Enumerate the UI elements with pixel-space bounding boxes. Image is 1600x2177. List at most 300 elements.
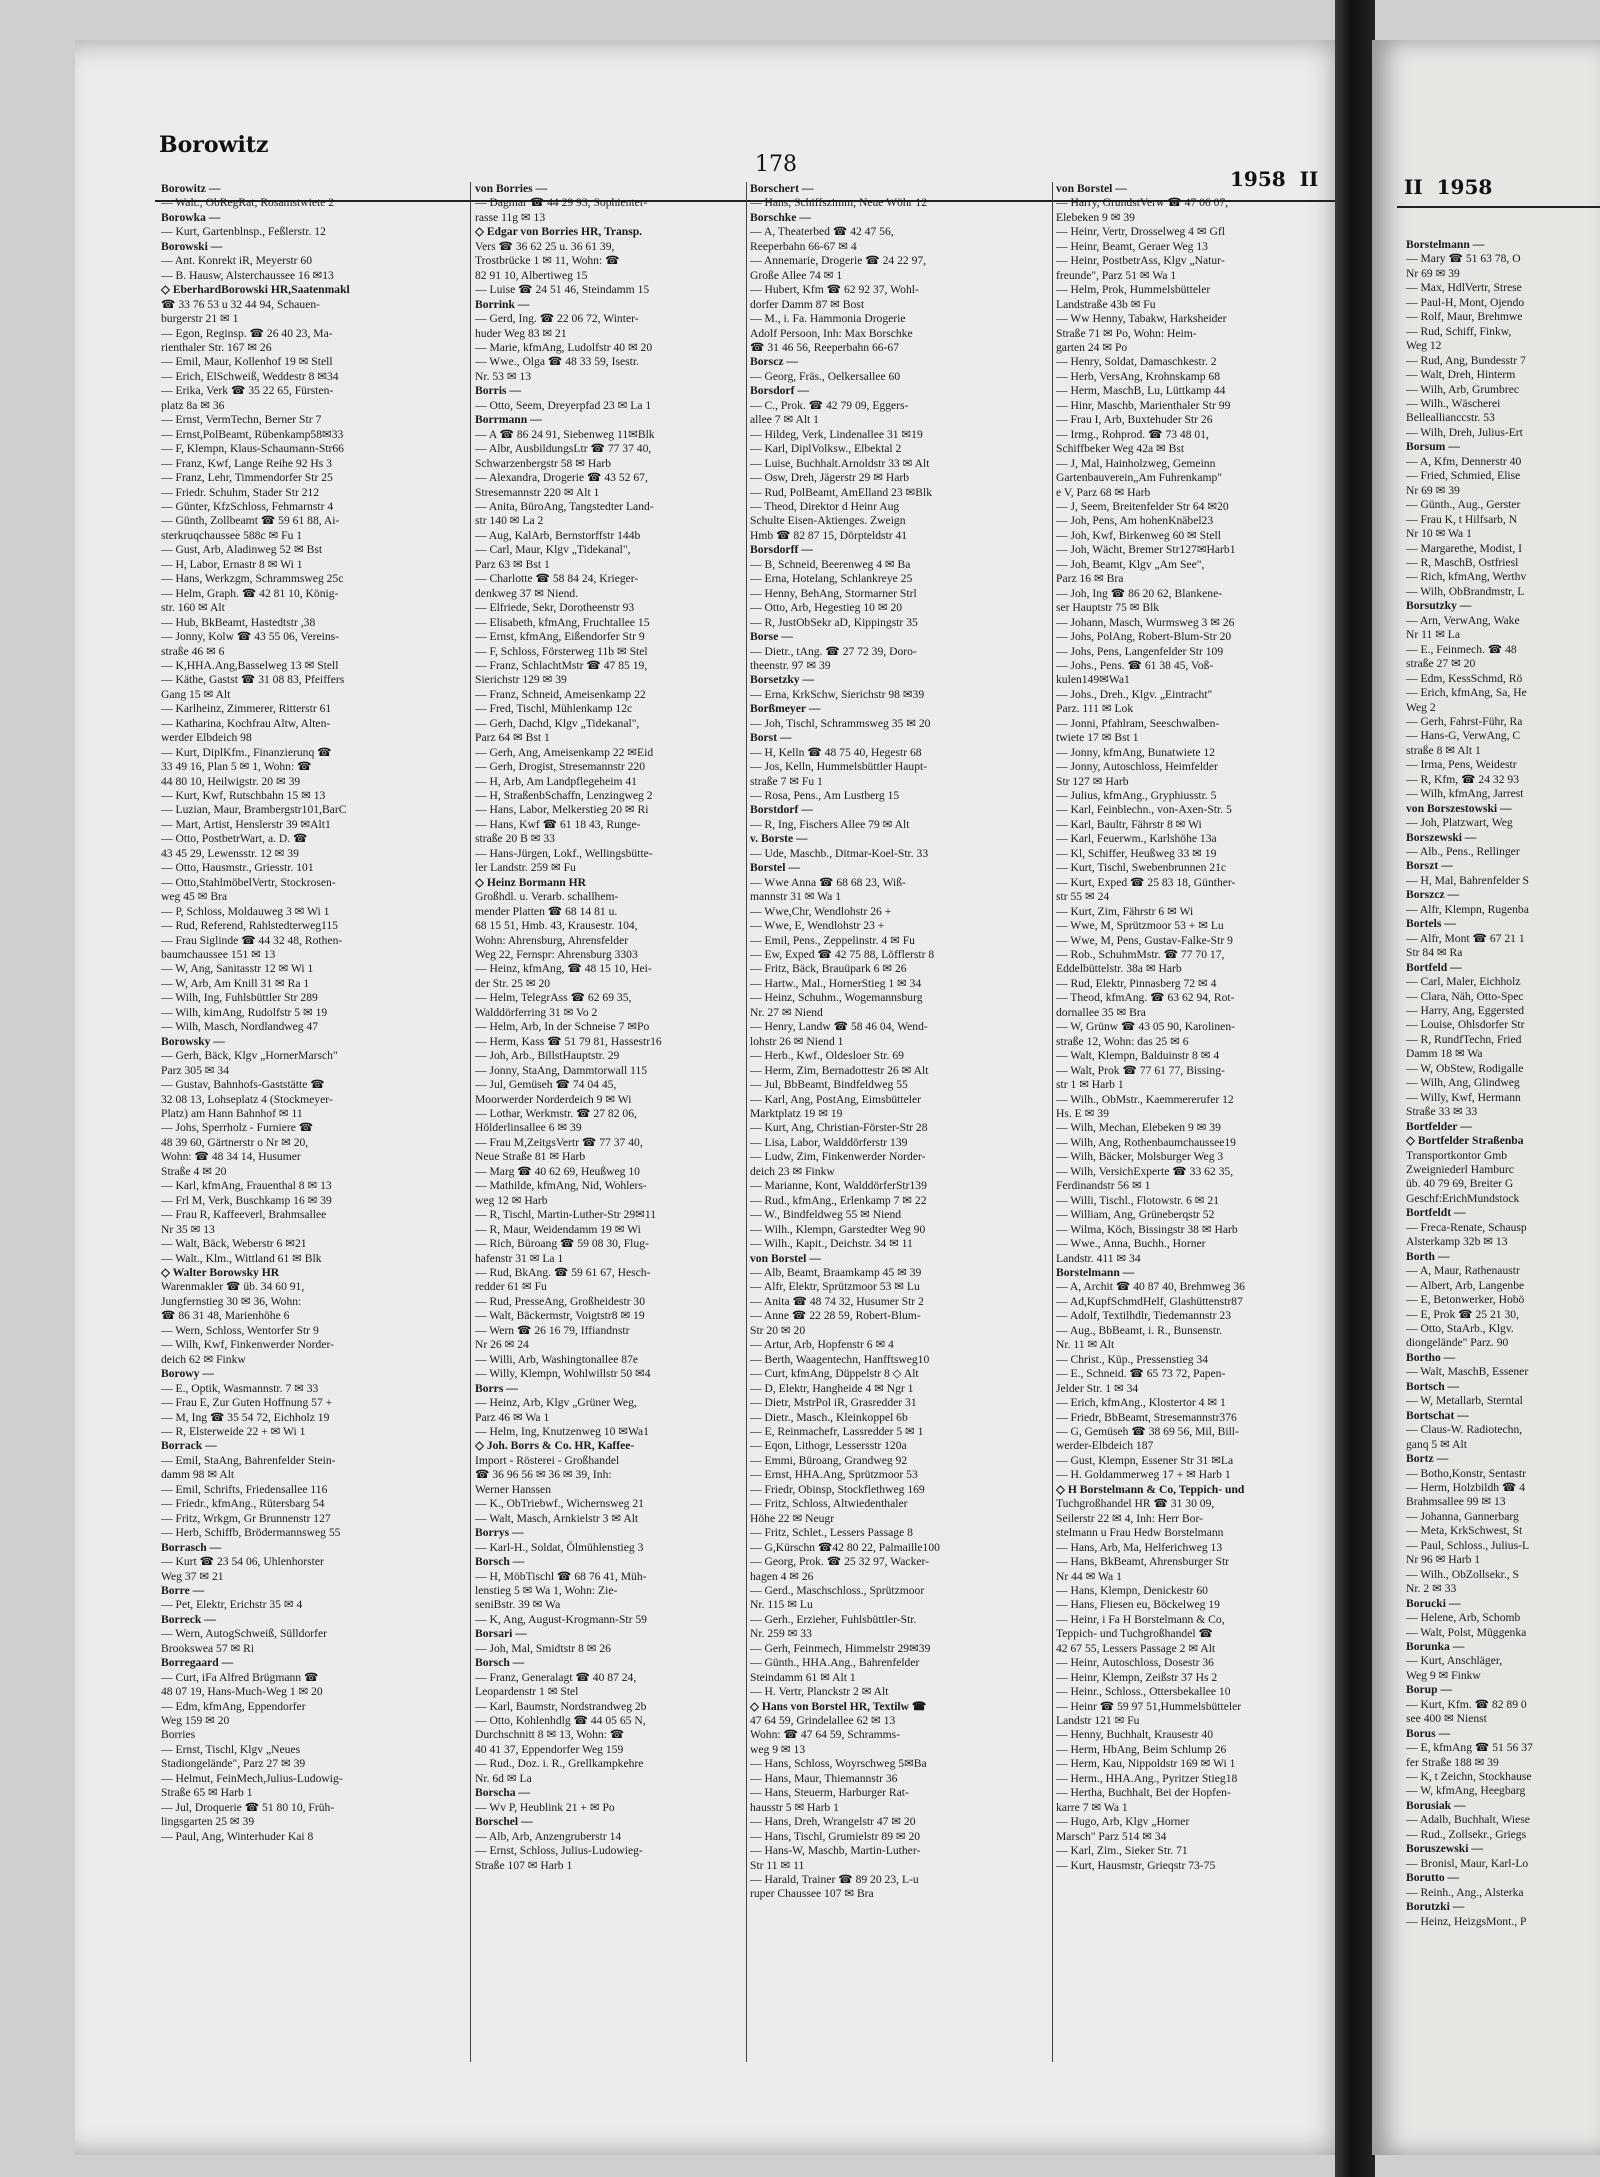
directory-entry-line: 44 80 10, Heilwigstr. 20 ✉ 39 — [161, 774, 301, 788]
directory-entry-line: — Walt, Bäckermstr, Voigtstr8 ✉ 19 — [475, 1309, 645, 1323]
directory-entry-line: Warenmakler ☎ üb. 34 60 91, — [161, 1280, 305, 1294]
surname-heading: Bortfelder — — [1406, 1119, 1472, 1133]
directory-entry-line: Neue Straße 81 ✉ Harb — [475, 1150, 586, 1164]
directory-entry-line: — Wilh, Bäcker, Molsburger Weg 3 — [1056, 1150, 1224, 1164]
directory-entry-line: — Hans, Fliesen eu, Böckelweg 19 — [1056, 1598, 1220, 1612]
directory-entry-line: — Kurt, Gartenblnsp., Feßlerstr. 12 — [161, 225, 326, 239]
surname-heading: von Borstel — — [750, 1251, 821, 1265]
directory-entry-line: Parz 16 ✉ Bra — [1056, 572, 1124, 586]
surname-heading: Borutto — — [1406, 1871, 1460, 1885]
directory-entry-line: — A, Kfm, Dennerstr 40 — [1406, 454, 1522, 468]
directory-entry-line: — Alexandra, Drogerie ☎ 43 52 67, — [475, 471, 648, 485]
directory-entry-line: allee 7 ✉ Alt 1 — [750, 413, 819, 427]
directory-entry-line: — Jonny, kfmAng, Bunatwiete 12 — [1056, 745, 1215, 759]
directory-entry-line: — Emil, Schrifts, Friedensallee 116 — [161, 1482, 328, 1496]
directory-entry-line: ◇ EberhardBorowski HR,Saatenmakl — [161, 283, 350, 297]
directory-entry-line: — Friedr, Obinsp, Stockflethweg 169 — [750, 1482, 925, 1496]
directory-entry-line: — Luise, Buchhalt.Arnoldstr 33 ✉ Alt — [750, 456, 930, 470]
directory-entry-line: — Irmg., Rohprod. ☎ 73 48 01, — [1056, 427, 1209, 441]
directory-entry-line: — Curt, iFa Alfred Brügmann ☎ — [161, 1670, 319, 1684]
directory-entry-line: str 1 ✉ Harb 1 — [1056, 1078, 1124, 1092]
directory-entry-line: Hs. E ✉ 39 — [1056, 1107, 1109, 1120]
directory-entry-line: — Johanna, Gannerbarg — [1406, 1509, 1519, 1523]
directory-entry-line: — Kurt, Zim, Fährstr 6 ✉ Wi — [1056, 904, 1194, 918]
directory-entry-line: — Ludw, Zim, Finkenwerder Norder- — [750, 1150, 926, 1164]
surname-heading: Borstel — — [750, 861, 800, 875]
directory-entry-line: — Hans, Tischl, Grumielstr 89 ✉ 20 — [750, 1829, 921, 1843]
directory-entry-line: — Paul, Ang, Winterhuder Kai 8 — [161, 1829, 314, 1843]
directory-entry-line: — Joh, Arb., BillstHauptstr. 29 — [475, 1049, 620, 1063]
surname-heading: Borrs — — [475, 1381, 518, 1395]
directory-entry-line: — Rolf, Maur, Brehmwe — [1406, 310, 1523, 324]
page-volume: 1958 II — [1230, 167, 1319, 191]
directory-entry-line: — Fred, Tischl, Mühlenkamp 12c — [475, 702, 633, 716]
directory-entry-line: Jungfernstieg 30 ✉ 36, Wohn: — [161, 1294, 302, 1308]
directory-entry-line: — Alb, Arb, Anzengruberstr 14 — [475, 1829, 622, 1843]
directory-entry-line: — H, Kelln ☎ 48 75 40, Hegestr 68 — [750, 745, 922, 759]
directory-entry-line: — K,HHA.Ang,Basselweg 13 ✉ Stell — [161, 658, 339, 672]
directory-entry-line: — Helm, Graph. ☎ 42 81 10, König- — [161, 586, 339, 600]
directory-entry-line: Weg 9 ✉ Finkw — [1406, 1668, 1481, 1682]
directory-entry-line: Nr 35 ✉ 13 — [161, 1222, 215, 1236]
directory-entry-line: Vers ☎ 36 62 25 u. 36 61 39, — [475, 239, 615, 253]
directory-entry-line: — Wilh, Ang, Rothenbaumchaussee19 — [1056, 1135, 1236, 1149]
directory-entry-line: — Kl, Schiffer, Heußweg 33 ✉ 19 — [1056, 846, 1217, 860]
directory-entry-line: — Joh, Platzwart, Weg — [1406, 816, 1513, 830]
directory-entry-line: ◇ H Borstelmann & Co, Teppich- und — [1056, 1482, 1245, 1496]
directory-entry-line: — Helm, Prok, Hummelsbütteler — [1056, 283, 1211, 297]
surname-heading: Borstdorf — — [750, 803, 813, 817]
directory-entry-line: — Henny, Buchhalt, Krausestr 40 — [1056, 1728, 1214, 1742]
directory-entry-line: — Kurt, DiplKfm., Finanzierunq ☎ — [161, 745, 332, 759]
directory-entry-line: — Karl-H., Soldat, Ölmühlenstieg 3 — [475, 1540, 644, 1554]
directory-entry-line: deich 23 ✉ Finkw — [750, 1164, 835, 1178]
directory-entry-line: Sierichstr 129 ✉ 39 — [475, 673, 567, 687]
directory-entry-line: rasse 11g ✉ 13 — [475, 210, 546, 224]
directory-entry-line: — R, MaschB, Ostfriesl — [1406, 555, 1519, 569]
directory-entry-line: deich 62 ✉ Finkw — [161, 1352, 246, 1366]
surname-heading: Borunka — — [1406, 1639, 1465, 1653]
directory-entry-line: — Frau I, Arb, Buxtehuder Str 26 — [1056, 413, 1213, 427]
surname-heading: Bortels — — [1406, 917, 1456, 931]
directory-entry-line: — Claus-W. Radiotechn, — [1406, 1423, 1523, 1437]
surname-heading: von Borszestowski — — [1406, 801, 1512, 815]
directory-entry-line: — Wilh, Dreh, Julius-Ert — [1406, 425, 1523, 439]
directory-entry-line: 48 07 19, Hans-Much-Weg 1 ✉ 20 — [161, 1685, 323, 1699]
directory-entry-line: — R, Tischl, Martin-Luther-Str 29✉11 — [475, 1208, 657, 1222]
directory-entry-line: — Helm, Arb, In der Schneise 7 ✉Po — [475, 1020, 650, 1034]
directory-entry-line: mannstr 31 ✉ Wa 1 — [750, 890, 842, 904]
surname-heading: Borschel — — [475, 1815, 533, 1829]
directory-entry-line: — Gerh, Fahrst-Führ, Ra — [1406, 714, 1523, 728]
directory-entry-line: — Erika, Verk ☎ 35 22 65, Fürsten- — [161, 384, 334, 398]
directory-entry-line: — Pet, Elektr, Erichstr 35 ✉ 4 — [161, 1598, 303, 1612]
directory-entry-line: straße 12, Wohn: das 25 ✉ 6 — [1056, 1034, 1189, 1048]
directory-entry-line: Wohn: Ahrensburg, Ahrensfelder — [475, 933, 629, 947]
directory-entry-line: Nr 69 ✉ 39 — [1406, 483, 1460, 497]
directory-entry-line: — Hertha, Buchhalt, Bei der Hopfen- — [1056, 1786, 1231, 1800]
directory-entry-line: — Margarethe, Modist, I — [1406, 541, 1523, 555]
directory-entry-line: — Johs, Sperrholz - Furniere ☎ — [161, 1121, 314, 1135]
directory-entry-line: — Rud, PresseAng, Großheidestr 30 — [475, 1294, 646, 1308]
directory-entry-line: Elebeken 9 ✉ 39 — [1056, 210, 1135, 224]
directory-entry-line: — Wilh., Kapit., Deichstr. 34 ✉ 11 — [750, 1237, 913, 1251]
directory-entry-line: — Meta, KrkSchwest, St — [1406, 1524, 1523, 1538]
surname-heading: Borsetzky — — [750, 673, 815, 687]
directory-entry-line: — Hugo, Arb, Klgv „Horner — [1056, 1815, 1190, 1829]
surname-heading: Borstelmann — — [1056, 1265, 1135, 1279]
directory-entry-line: — Hans, Maur, Thiemannstr 36 — [750, 1771, 898, 1785]
directory-entry-line: — Gust, Klempn, Essener Str 31 ✉La — [1056, 1453, 1234, 1467]
directory-entry-line: — Dietr., Masch., Kleinkoppel 6b — [750, 1410, 908, 1424]
directory-entry-line: str. 160 ✉ Alt — [161, 601, 225, 615]
directory-entry-line: Belleallianccstr. 53 — [1406, 411, 1495, 425]
directory-entry-line: — Heinr, Klempn, Zeißstr 37 Hs 2 — [1056, 1670, 1218, 1684]
directory-entry-line: — H, Mal, Bahrenfelder S — [1406, 873, 1529, 887]
directory-entry-line: hafenstr 31 ✉ La 1 — [475, 1251, 564, 1265]
directory-entry-line: — K., ObTriebwf., Wichernsweg 21 — [475, 1497, 644, 1511]
directory-entry-line: — G,Kürschn ☎42 80 22, Palmaille100 — [750, 1540, 940, 1554]
directory-entry-line: — Wern ☎ 26 16 79, Iffiandnstr — [475, 1323, 630, 1337]
directory-entry-line: Moorwerder Norderdeich 9 ✉ Wi — [475, 1092, 632, 1106]
surname-heading: Borschke — — [750, 210, 811, 224]
directory-entry-line: — Rud., Doz. i. R., Grellkampkehre — [475, 1757, 644, 1771]
directory-entry-line: — Henry, Soldat, Damaschkestr. 2 — [1056, 355, 1217, 369]
directory-entry-line: Hmb ☎ 82 87 15, Dörpteldstr 41 — [750, 528, 908, 542]
directory-entry-line: — Walt, Klempn, Balduinstr 8 ✉ 4 — [1056, 1049, 1220, 1063]
directory-entry-line: — Ew, Exped ☎ 42 75 88, Löfflerstr 8 — [750, 948, 935, 962]
directory-entry-line: — Joh, Mal, Smidtstr 8 ✉ 26 — [475, 1641, 611, 1655]
surname-heading: Borst — — [750, 731, 792, 745]
directory-entry-line: Landstr. 411 ✉ 34 — [1056, 1251, 1141, 1265]
directory-entry-line: — Wilh, kfmAng, Jarrest — [1406, 787, 1524, 801]
book-gutter — [1335, 0, 1375, 2177]
directory-entry-line: — Günter, KfzSchloss, Fehmarnstr 4 — [161, 499, 334, 513]
directory-entry-line: — Max, HdlVertr, Strese — [1406, 281, 1522, 295]
directory-entry-line: Straße 71 ✉ Po, Wohn: Heim- — [1056, 326, 1197, 340]
directory-entry-line: — Lisa, Labor, Walddörferstr 139 — [750, 1135, 908, 1149]
directory-entry-line: ◇ Edgar von Borries HR, Transp. — [475, 225, 643, 239]
directory-entry-line: garten 24 ✉ Po — [1056, 340, 1128, 354]
directory-entry-line: — Günth., HHA.Ang., Bahrenfelder — [750, 1656, 920, 1670]
directory-column-2 — [475, 182, 743, 1873]
surname-heading: Bortschat — — [1406, 1408, 1469, 1422]
surname-heading: Borschert — — [750, 182, 814, 195]
directory-entry-line: e V, Parz 68 ✉ Harb — [1056, 485, 1151, 499]
directory-entry-line: — Rob., SchuhmMstr. ☎ 77 70 17, — [1056, 948, 1225, 962]
directory-entry-line: — Mathilde, kfmAng, Nid, Wohlers- — [475, 1179, 647, 1193]
directory-entry-line: Parz 64 ✉ Bst 1 — [475, 731, 550, 745]
directory-entry-line: — Rud., kfmAng., Erlenkamp 7 ✉ 22 — [750, 1193, 927, 1207]
directory-entry-line: — Joh, Kwf, Birkenweg 60 ✉ Stell — [1056, 528, 1221, 542]
directory-entry-line: — Joh, Wächt, Bremer Str127✉Harb1 — [1056, 543, 1236, 557]
surname-heading: Borscha — — [475, 1786, 531, 1800]
directory-entry-line: — A, Archit ☎ 40 87 40, Brehmweg 36 — [1056, 1280, 1245, 1294]
directory-entry-line: — Rich, kfmAng, Werthv — [1406, 570, 1527, 584]
directory-entry-line: — Gerh, Bäck, Klgv „HornerMarsch" — [161, 1049, 338, 1063]
directory-entry-line: — H, Arb, Am Landpflegeheim 41 — [475, 774, 637, 788]
directory-entry-line: — K, t Zeichn, Stockhause — [1406, 1770, 1532, 1784]
surname-heading: Borrys — — [475, 1526, 524, 1540]
directory-entry-line: burgerstr 21 ✉ 1 — [161, 312, 239, 326]
directory-entry-line: werder Elbdeich 98 — [161, 731, 252, 745]
directory-entry-line: — Walt, Masch, Arnkielstr 3 ✉ Alt — [475, 1511, 639, 1525]
directory-entry-line: lingsgarten 25 ✉ 39 — [161, 1815, 255, 1829]
directory-entry-line: — W, Arb, Am Knill 31 ✉ Ra 1 — [161, 976, 310, 990]
surname-heading: Borowka — — [161, 210, 221, 224]
directory-entry-line: — Fritz, Wrkgm, Gr Brunnenstr 127 — [161, 1511, 331, 1525]
directory-entry-line: — Alfr, Mont ☎ 67 21 1 — [1406, 931, 1525, 945]
right-page-header: II 1958 — [1404, 175, 1493, 199]
directory-entry-line: Werner Hanssen — [475, 1482, 552, 1496]
directory-entry-line: Transportkontor Gmb — [1406, 1148, 1508, 1162]
directory-entry-line: — Hub, BkBeamt, Hastedtstr ,38 — [161, 615, 316, 629]
directory-entry-line: — Joh, Tischl, Schrammsweg 35 ✉ 20 — [750, 716, 931, 730]
directory-column-3 — [750, 182, 1048, 1902]
directory-entry-line: — B, Schneid, Beerenweg 4 ✉ Ba — [750, 557, 911, 571]
directory-entry-line: — Hans, Arb, Ma, Helferichweg 13 — [1056, 1540, 1223, 1554]
directory-entry-line: Höhe 22 ✉ Neugr — [750, 1511, 835, 1525]
directory-entry-line: str 140 ✉ La 2 — [475, 514, 544, 528]
directory-entry-line: Nr 10 ✉ Wa 1 — [1406, 527, 1472, 541]
directory-entry-line: — Franz, Kwf, Lange Reihe 92 Hs 3 — [161, 456, 332, 470]
directory-entry-line: — Ernst, HHA.Ang, Sprützmoor 53 — [750, 1468, 918, 1482]
directory-entry-line: — Herm, Kass ☎ 51 79 81, Hassestr16 — [475, 1034, 662, 1048]
directory-entry-line: — Joh, Ing ☎ 86 20 62, Blankene- — [1056, 586, 1223, 600]
directory-entry-line: Str 84 ✉ Ra — [1406, 946, 1463, 960]
directory-entry-line: — R, RundfTechn, Fried — [1406, 1032, 1522, 1046]
directory-entry-line: — R, Elsterweide 22 + ✉ Wi 1 — [161, 1424, 306, 1438]
surname-heading: Borreck — — [161, 1612, 216, 1626]
directory-entry-line: — Rud, BkAng. ☎ 59 61 67, Hesch- — [475, 1265, 651, 1279]
directory-entry-line: — Rud., Zollsekr., Griegs — [1406, 1827, 1527, 1841]
directory-entry-line: weg 12 ✉ Harb — [475, 1193, 548, 1207]
directory-entry-line: — Dietr., tAng. ☎ 27 72 39, Doro- — [750, 644, 917, 658]
directory-entry-line: — Irma, Pens, Weidestr — [1406, 758, 1517, 772]
directory-entry-line: — J, Seem, Breitenfelder Str 64 ✉20 — [1056, 499, 1229, 513]
directory-entry-line: — Alfr, Elektr, Sprützmoor 53 ✉ Lu — [750, 1280, 920, 1294]
directory-entry-line: Schwarzenbergstr 58 ✉ Harb — [475, 456, 612, 470]
directory-entry-line: Reeperbahn 66-67 ✉ 4 — [750, 239, 857, 253]
directory-entry-line: — Gerd., Maschschloss., Sprützmoor — [750, 1583, 925, 1597]
directory-entry-line: — Wwe,Chr, Wendlohstr 26 + — [750, 904, 892, 918]
directory-entry-line: ☎ 86 31 48, Marienhöhe 6 — [161, 1309, 290, 1323]
directory-entry-line: — Kurt, Hausmstr, Grieqstr 73-75 — [1056, 1858, 1216, 1872]
directory-entry-line: stelmann u Frau Hedw Borstelmann — [1056, 1526, 1224, 1540]
surname-heading: Borszewski — — [1406, 830, 1477, 844]
directory-entry-line: — Wilh, Ang, Glindweg — [1406, 1076, 1520, 1090]
directory-entry-line: — F, Schloss, Försterweg 11b ✉ Stel — [475, 644, 648, 658]
directory-entry-line: — Wern, Schloss, Wentorfer Str 9 — [161, 1323, 319, 1337]
page-number: 178 — [755, 152, 797, 177]
directory-entry-line: — Dagmar ☎ 44 29 93, Sophienter- — [475, 196, 648, 210]
directory-entry-line: — Ww Henny, Tabakw, Harksheider — [1056, 312, 1227, 326]
directory-entry-line: — Alb., Pens., Rellinger — [1406, 845, 1520, 859]
directory-entry-line: — Hans, Kwf ☎ 61 18 43, Runge- — [475, 817, 641, 831]
directory-entry-line: üb. 40 79 69, Breiter G — [1406, 1177, 1514, 1191]
directory-entry-line: — Elfriede, Sekr, Dorotheenstr 93 — [475, 601, 635, 615]
directory-entry-line: ☎ 36 96 56 ✉ 36 ✉ 39, Inh: — [475, 1468, 612, 1482]
directory-entry-line: 40 41 37, Eppendorfer Weg 159 — [475, 1742, 624, 1756]
directory-entry-line: — Willy, Kwf, Hermann — [1406, 1090, 1521, 1104]
directory-entry-line: — Walt., ObRegRat, Rosamstwiete 2 — [161, 196, 335, 210]
directory-entry-line: Seilerstr 22 ✉ 4, Inh: Herr Bor- — [1056, 1511, 1203, 1525]
directory-entry-line: — C., Prok. ☎ 42 79 09, Eggers- — [750, 398, 909, 412]
directory-entry-line: — Anita, BüroAng, Tangstedter Land- — [475, 499, 654, 513]
directory-entry-line: Stresemannstr 220 ✉ Alt 1 — [475, 485, 600, 499]
directory-entry-line: — Ernst, Schloss, Julius-Ludowieg- — [475, 1844, 643, 1858]
directory-entry-line: — Wilh, ObBrandmstr, L — [1406, 584, 1525, 598]
directory-entry-line: — Georg, Prok. ☎ 25 32 97, Wacker- — [750, 1555, 929, 1569]
directory-entry-line: Nr. 259 ✉ 33 — [750, 1627, 812, 1641]
directory-entry-line: twiete 17 ✉ Bst 1 — [1056, 731, 1139, 745]
directory-entry-line: — Frau K, t Hilfsarb, N — [1406, 512, 1518, 526]
directory-entry-line: Steindamm 61 ✉ Alt 1 — [750, 1670, 856, 1684]
directory-entry-line: — Frau E, Zur Guten Hoffnung 57 + — [161, 1396, 333, 1410]
directory-entry-line: — Hans-G, VerwAng, C — [1406, 729, 1521, 743]
directory-entry-line: — E, kfmAng ☎ 51 56 37 — [1406, 1741, 1533, 1755]
directory-entry-line: — Rud, Referend, Rahlstedterweg115 — [161, 919, 338, 933]
directory-entry-line: hausstr 5 ✉ Harb 1 — [750, 1800, 839, 1814]
directory-entry-line: Alsterkamp 32b ✉ 13 — [1406, 1235, 1508, 1249]
surname-heading: Borscz — — [750, 355, 798, 369]
directory-entry-line: — Aug., BbBeamt, i. R., Bunsenstr. — [1056, 1323, 1223, 1337]
directory-entry-line: — Walt, MaschB, Essener — [1406, 1365, 1529, 1379]
directory-entry-line: — Helene, Arb, Schomb — [1406, 1611, 1521, 1625]
directory-entry-line: — Hans, Dreh, Wrangelstr 47 ✉ 20 — [750, 1815, 916, 1829]
directory-entry-line: — Ernst, VermTechn, Berner Str 7 — [161, 413, 322, 427]
directory-entry-line: see 400 ✉ Nienst — [1406, 1712, 1487, 1726]
directory-entry-line: — Aug, KalArb, Bernstorffstr 144b — [475, 528, 641, 542]
directory-entry-line: — Günth., Aug., Gerster — [1406, 498, 1521, 512]
directory-entry-line: theenstr. 97 ✉ 39 — [750, 658, 831, 672]
directory-entry-line: — W, Metallarb, Sterntal — [1406, 1394, 1523, 1408]
directory-entry-line: Leopardenstr 1 ✉ Stel — [475, 1685, 579, 1699]
directory-entry-line: — Bronisl, Maur, Karl-Lo — [1406, 1856, 1529, 1870]
directory-entry-line: ser Hauptstr 75 ✉ Blk — [1056, 601, 1160, 615]
directory-entry-line: — H. Vertr, Planckstr 2 ✉ Alt — [750, 1685, 889, 1699]
surname-heading: Borsari — — [475, 1627, 527, 1641]
directory-entry-line: — Otto, StaArb., Klgv. — [1406, 1321, 1514, 1335]
directory-entry-line: — Walt, Bäck, Weberstr 6 ✉21 — [161, 1237, 307, 1251]
surname-heading: Borris — — [475, 384, 522, 398]
directory-entry-line: — Carl, Maur, Klgv „Tidekanal", — [475, 543, 631, 557]
directory-entry-line: — Katharina, Kochfrau Altw, Alten- — [161, 716, 331, 730]
directory-entry-line: — Heinr., Schloss., Ottersbekallee 10 — [1056, 1685, 1231, 1699]
directory-entry-line: Gartenbauverein„Am Fuhrenkamp" — [1056, 471, 1223, 485]
surname-heading: Boruszewski — — [1406, 1842, 1483, 1856]
surname-heading: Borup — — [1406, 1683, 1453, 1697]
directory-entry-line: — Rud, PolBeamt, AmElland 23 ✉Blk — [750, 485, 933, 499]
directory-entry-line: — Kurt, Kwf, Rutschbahn 15 ✉ 13 — [161, 789, 326, 803]
surname-heading: Bortz — — [1406, 1452, 1449, 1466]
directory-entry-line: Straße 4 ✉ 20 — [161, 1164, 227, 1178]
directory-entry-line: — Erna, KrkSchw, Sierichstr 98 ✉39 — [750, 687, 925, 701]
directory-entry-line: — W, ObStew, Rodigalle — [1406, 1061, 1524, 1075]
directory-entry-line: — Wilh, Arb, Grumbrec — [1406, 382, 1519, 396]
directory-entry-line: — Alfr, Klempn, Rugenba — [1406, 902, 1529, 916]
directory-entry-line: — H, MöbTischl ☎ 68 76 41, Müh- — [475, 1569, 647, 1583]
directory-entry-line: — Karlheinz, Zimmerer, Ritterstr 61 — [161, 702, 332, 716]
directory-entry-line: — R, Kfm, ☎ 24 32 93 — [1406, 772, 1519, 786]
directory-entry-line: Geschf:ErichMundstock — [1406, 1191, 1520, 1205]
directory-entry-line: — Hubert, Kfm ☎ 62 92 37, Wohl- — [750, 283, 919, 297]
directory-entry-line: — Frau R, Kaffeeverl, Brahmsallee — [161, 1208, 327, 1222]
directory-entry-line: 33 49 16, Plan 5 ✉ 1, Wohn: ☎ — [161, 760, 312, 774]
directory-entry-line: — Willi, Tischl., Flotowstr. 6 ✉ 21 — [1056, 1193, 1220, 1207]
directory-entry-line: Weg 2 — [1406, 700, 1436, 714]
directory-entry-line: — Hartw., Mal., HornerStieg 1 ✉ 34 — [750, 976, 922, 990]
directory-entry-line: — Georg, Fräs., Oelkersallee 60 — [750, 369, 901, 383]
surname-heading: Borßmeyer — — [750, 702, 821, 716]
directory-entry-line: — Egon, Reginsp. ☎ 26 40 23, Ma- — [161, 326, 333, 340]
directory-entry-line: — Herm, MaschB, Lu, Lüttkamp 44 — [1056, 384, 1226, 398]
directory-entry-line: — Frau Siglinde ☎ 44 32 48, Rothen- — [161, 933, 343, 947]
surname-heading: Borszcz — — [1406, 888, 1460, 902]
directory-entry-line: — Herm, HbAng, Beim Schlump 26 — [1056, 1742, 1227, 1756]
directory-entry-line: — Edm, KessSchmd, Rö — [1406, 671, 1523, 685]
directory-entry-line: 32 08 13, Lohseplatz 4 (Stockmeyer- — [161, 1092, 333, 1106]
directory-entry-line: seniBstr. 39 ✉ Wa — [475, 1598, 561, 1612]
directory-entry-line: Weg 12 — [1406, 339, 1442, 353]
directory-entry-line: Borries — [161, 1728, 196, 1742]
directory-entry-line: Nr 11 ✉ La — [1406, 628, 1461, 642]
directory-entry-line: — Johs, PolAng, Robert-Blum-Str 20 — [1056, 630, 1232, 644]
directory-entry-line: Nr. 2 ✉ 33 — [1406, 1582, 1457, 1596]
surname-heading: Borusiak — — [1406, 1798, 1466, 1812]
directory-entry-line: — Hans, Schiffszimm, Neue Wöhr 12 — [750, 196, 927, 210]
directory-entry-line: rienthaler Str. 167 ✉ 26 — [161, 340, 272, 354]
right-page — [1372, 40, 1600, 2155]
directory-entry-line: — Otto, Hausmstr., Griesstr. 101 — [161, 861, 314, 875]
directory-entry-line: — K, Ang, August-Krogmann-Str 59 — [475, 1612, 647, 1626]
directory-entry-line: — Kurt, Ang, Christian-Förster-Str 28 — [750, 1121, 928, 1135]
directory-entry-line: Stadiongelände", Parz 27 ✉ 39 — [161, 1757, 306, 1771]
directory-entry-line: — Friedr, BbBeamt, Stresemannstr376 — [1056, 1410, 1237, 1424]
directory-entry-line: — G, Gemüseh ☎ 38 69 56, Mil, Bill- — [1056, 1424, 1239, 1438]
directory-entry-line: — Joh, Pens, Am hohenKnäbel23 — [1056, 514, 1214, 528]
directory-entry-line: — Luise ☎ 24 51 46, Steindamm 15 — [475, 283, 650, 297]
directory-entry-line: — D, Elektr, Hangheide 4 ✉ Ngr 1 — [750, 1381, 914, 1395]
directory-entry-line: — Heinz, HeizgsMont., P — [1406, 1914, 1527, 1928]
directory-entry-line: Nr. 27 ✉ Niend — [750, 1005, 823, 1019]
directory-entry-line: — Karl, Ang, PostAng, Eimsbütteler — [750, 1092, 921, 1106]
directory-entry-line: — Franz, Generalagt ☎ 40 87 24, — [475, 1670, 637, 1684]
directory-entry-line: — Hans, Klempn, Denickestr 60 — [1056, 1583, 1208, 1597]
directory-entry-line: — Lothar, Werkmstr. ☎ 27 82 06, — [475, 1107, 637, 1120]
directory-entry-line: — Ant. Konrekt iR, Meyerstr 60 — [161, 254, 313, 268]
surname-heading: Borrack — — [161, 1439, 217, 1453]
surname-heading: Borth — — [1406, 1249, 1450, 1263]
directory-entry-line: — Erich, ElSchweiß, Weddestr 8 ✉34 — [161, 369, 339, 383]
directory-entry-line: Nr. 6d ✉ La — [475, 1771, 532, 1785]
surname-heading: von Borstel — — [1056, 182, 1127, 195]
surname-heading: Bortho — — [1406, 1350, 1456, 1364]
directory-entry-line: — Freca-Renate, Schausp — [1406, 1220, 1527, 1234]
directory-entry-line: fer Straße 188 ✉ 39 — [1406, 1755, 1499, 1769]
directory-entry-line: — Charlotte ☎ 58 84 24, Krieger- — [475, 572, 639, 586]
directory-entry-line: straße 20 B ✉ 33 — [475, 832, 555, 846]
directory-entry-line: kulen149✉Wa1 — [1056, 673, 1130, 687]
directory-entry-line: Platz) am Hann Bahnhof ✉ 11 — [161, 1107, 303, 1120]
directory-entry-line: Parz 305 ✉ 34 — [161, 1063, 229, 1077]
directory-entry-line: Wohn: ☎ 47 64 59, Schramms- — [750, 1728, 901, 1742]
directory-entry-line: — Kurt, Tischl, Swebenbrunnen 21c — [1056, 861, 1227, 875]
directory-entry-line: — Gerd, Ing. ☎ 22 06 72, Winter- — [475, 312, 639, 326]
directory-column-1 — [161, 182, 463, 1844]
directory-entry-line: — Paul-H, Mont, Ojendo — [1406, 295, 1525, 309]
directory-entry-line: — Ernst, kfmAng, Eißendorfer Str 9 — [475, 630, 645, 644]
